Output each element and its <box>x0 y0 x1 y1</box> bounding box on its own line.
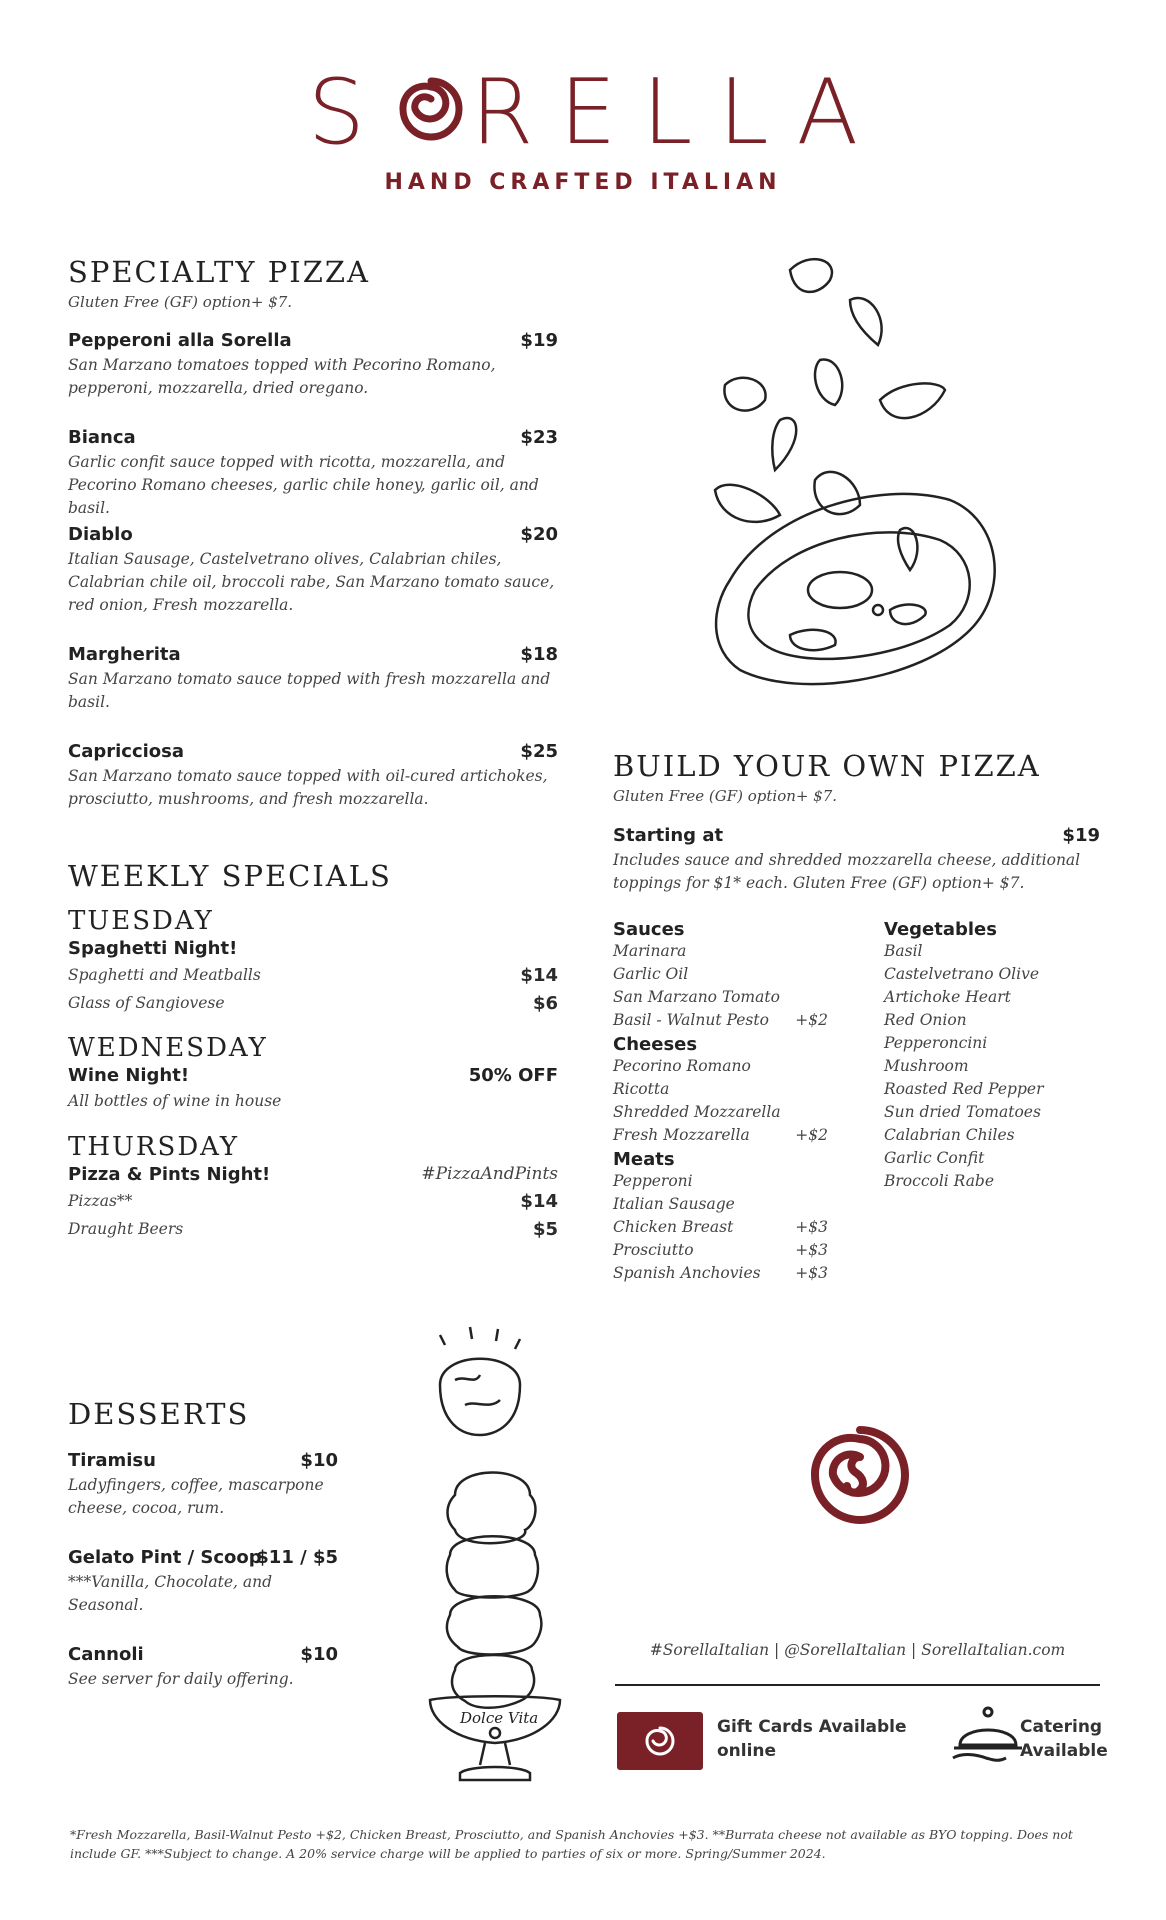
cup-text: Dolce Vita <box>460 1709 539 1727</box>
topping-name: Spanish Anchovies <box>613 1264 761 1282</box>
menu-item <box>68 524 558 617</box>
topping-name: Pecorino Romano <box>613 1057 751 1075</box>
topping-name: San Marzano Tomato <box>613 988 780 1006</box>
item-desc: Ladyfingers, coffee, mascarpone cheese, cocoa, rum. <box>68 1476 324 1517</box>
topping-upcharge: +$3 <box>795 1264 828 1282</box>
menu-item <box>68 741 558 811</box>
topping-item <box>613 1124 828 1147</box>
topping-name: Garlic Oil <box>613 965 689 983</box>
item-price: $11 / $5 <box>256 1547 338 1568</box>
brand-name <box>26 60 1166 165</box>
brand-letters-rella: RELLA <box>470 60 885 165</box>
topping-name: Pepperoni <box>613 1172 693 1190</box>
topping-name: Ricotta <box>613 1080 670 1098</box>
specialty-note: Gluten Free (GF) option+ $7. <box>68 293 293 311</box>
special-note: All bottles of wine in house <box>68 1092 282 1110</box>
tuesday-block <box>68 906 558 1021</box>
thursday-block <box>68 1132 558 1247</box>
menu-item <box>68 1644 338 1691</box>
meats-heading: Meats <box>613 1149 675 1170</box>
special-line <box>68 965 558 993</box>
cloche-icon <box>948 1700 1028 1770</box>
vegetables-heading: Vegetables <box>884 919 997 940</box>
topping-item <box>613 1078 828 1101</box>
special-name: Spaghetti Night! <box>68 938 238 959</box>
item-price: $25 <box>520 741 558 762</box>
topping-item: Castelvetrano Olive <box>884 965 1040 983</box>
cheeses-heading: Cheeses <box>613 1034 698 1055</box>
topping-name: Marinara <box>613 942 687 960</box>
footer-note: *Fresh Mozzarella, Basil-Walnut Pesto +$2, Chicken Breast, Prosciutto, and Spanish Anchovies +$3. **Burrata cheese not available as BYO topping. Does not include GF. ***Subject to change. A 20% service charge will be applied to parties of six or more. Spring/Summer 2024. <box>70 1827 1073 1861</box>
topping-name: Chicken Breast <box>613 1218 734 1236</box>
gelato-illustration <box>420 1325 570 1785</box>
topping-item <box>613 1009 828 1032</box>
menu-item <box>68 1450 338 1520</box>
wednesday-block <box>68 1033 558 1110</box>
special-hashtag: #PizzaAndPints <box>421 1164 558 1184</box>
topping-item: Basil <box>884 942 923 960</box>
item-name: Pepperoni alla Sorella <box>68 330 292 351</box>
byo-section <box>613 749 1100 895</box>
desserts-title: DESSERTS <box>68 1397 250 1431</box>
byo-starting-label: Starting at <box>613 825 724 846</box>
topping-upcharge: +$3 <box>795 1218 828 1236</box>
menu-item <box>68 330 558 400</box>
byo-starting-price: $19 <box>1062 825 1100 846</box>
byo-right-column <box>884 917 1104 1193</box>
topping-upcharge: +$3 <box>795 1241 828 1259</box>
special-line-label: Pizzas** <box>68 1192 133 1210</box>
topping-item: Red Onion <box>884 1011 967 1029</box>
topping-item: Sun dried Tomatoes <box>884 1103 1041 1121</box>
weekly-title: WEEKLY SPECIALS <box>68 859 392 893</box>
byo-title: BUILD YOUR OWN PIZZA <box>613 749 1041 783</box>
byo-left-column <box>613 917 828 1285</box>
topping-name: Italian Sausage <box>613 1195 735 1213</box>
item-desc: San Marzano tomato sauce topped with oil-cured artichokes, prosciutto, mushrooms, and fresh mozzarella. <box>68 767 548 808</box>
special-line-label: Spaghetti and Meatballs <box>68 966 261 984</box>
topping-item: Mushroom <box>884 1057 969 1075</box>
item-name: Margherita <box>68 644 181 665</box>
topping-upcharge: +$2 <box>795 1011 828 1029</box>
topping-name: Prosciutto <box>613 1241 694 1259</box>
swirl-logo-icon <box>391 69 471 149</box>
tagline: HAND CRAFTED ITALIAN <box>384 170 782 195</box>
gift-cards-text: Gift Cards Available online <box>717 1717 907 1761</box>
special-name: Wine Night! <box>68 1065 190 1086</box>
brand-letter-s: S <box>307 60 391 165</box>
topping-item: Broccoli Rabe <box>884 1172 995 1190</box>
item-name: Bianca <box>68 427 136 448</box>
special-price: 50% OFF <box>468 1065 558 1086</box>
special-line <box>68 1219 558 1247</box>
item-desc: Italian Sausage, Castelvetrano olives, Calabrian chiles, Calabrian chile oil, broccoli rabe, San Marzano tomato sauce, red onion, Fresh mozzarella. <box>68 550 555 614</box>
item-name: Capricciosa <box>68 741 185 762</box>
item-price: $18 <box>520 644 558 665</box>
item-price: $23 <box>520 427 558 448</box>
item-name: Tiramisu <box>68 1450 156 1471</box>
topping-item: Calabrian Chiles <box>884 1126 1015 1144</box>
topping-item: Roasted Red Pepper <box>884 1080 1044 1098</box>
special-line-price: $6 <box>532 993 558 1014</box>
topping-upcharge: +$2 <box>795 1126 828 1144</box>
item-price: $10 <box>300 1644 338 1665</box>
special-line-price: $14 <box>520 965 558 986</box>
topping-item <box>613 1239 828 1262</box>
social-links: #SorellaItalian | @SorellaItalian | SorellaItalian.com <box>649 1641 1066 1659</box>
topping-item: Garlic Confit <box>884 1149 985 1167</box>
menu-item <box>68 644 558 714</box>
topping-name: Basil - Walnut Pesto <box>613 1011 769 1029</box>
menu-item <box>68 427 558 520</box>
special-line-price: $14 <box>520 1191 558 1212</box>
menu-item <box>68 1547 338 1617</box>
topping-item <box>613 963 828 986</box>
special-line-price: $5 <box>532 1219 558 1240</box>
item-desc: ***Vanilla, Chocolate, and Seasonal. <box>68 1573 272 1614</box>
pizza-illustration <box>700 250 1010 720</box>
topping-item <box>613 1101 828 1124</box>
topping-item <box>613 986 828 1009</box>
day-heading: TUESDAY <box>68 906 214 936</box>
item-price: $20 <box>520 524 558 545</box>
item-desc: San Marzano tomato sauce topped with fresh mozzarella and basil. <box>68 670 551 711</box>
byo-note: Gluten Free (GF) option+ $7. <box>613 787 838 805</box>
item-name: Diablo <box>68 524 133 545</box>
catering-text: Catering Available <box>1020 1717 1108 1761</box>
item-price: $19 <box>520 330 558 351</box>
swirl-logo-icon <box>617 1712 703 1770</box>
byo-desc: Includes sauce and shredded mozzarella cheese, additional toppings for $1* each. Gluten Free (GF) option+ $7. <box>613 851 1081 892</box>
sauces-heading: Sauces <box>613 919 685 940</box>
topping-item: Artichoke Heart <box>884 988 1011 1006</box>
item-name: Gelato Pint / Scoop <box>68 1547 262 1568</box>
divider <box>615 1684 1100 1686</box>
topping-item: Pepperoncini <box>884 1034 988 1052</box>
topping-item <box>613 1216 828 1239</box>
special-line-label: Draught Beers <box>68 1220 184 1238</box>
special-line <box>68 1191 558 1219</box>
gift-card-icon <box>617 1712 703 1770</box>
special-name: Pizza & Pints Night! <box>68 1164 271 1185</box>
topping-name: Fresh Mozzarella <box>613 1126 750 1144</box>
topping-item <box>613 1170 828 1193</box>
item-price: $10 <box>300 1450 338 1471</box>
topping-item <box>613 1193 828 1216</box>
topping-item <box>613 1055 828 1078</box>
specialty-title: SPECIALTY PIZZA <box>68 255 370 289</box>
item-desc: See server for daily offering. <box>68 1670 294 1688</box>
item-desc: Garlic confit sauce topped with ricotta, mozzarella, and Pecorino Romano cheeses, garlic chile honey, garlic oil, and basil. <box>68 453 539 517</box>
special-line <box>68 993 558 1021</box>
brand-header <box>0 60 1166 195</box>
topping-item <box>613 1262 828 1285</box>
topping-name: Shredded Mozzarella <box>613 1103 781 1121</box>
day-heading: WEDNESDAY <box>68 1033 268 1063</box>
day-heading: THURSDAY <box>68 1132 240 1162</box>
item-desc: San Marzano tomatoes topped with Pecorino Romano, pepperoni, mozzarella, dried oregano. <box>68 356 496 397</box>
item-name: Cannoli <box>68 1644 144 1665</box>
topping-item <box>613 940 828 963</box>
special-line-label: Glass of Sangiovese <box>68 994 225 1012</box>
specialty-section <box>68 255 558 311</box>
swirl-logo-icon <box>805 1420 915 1530</box>
